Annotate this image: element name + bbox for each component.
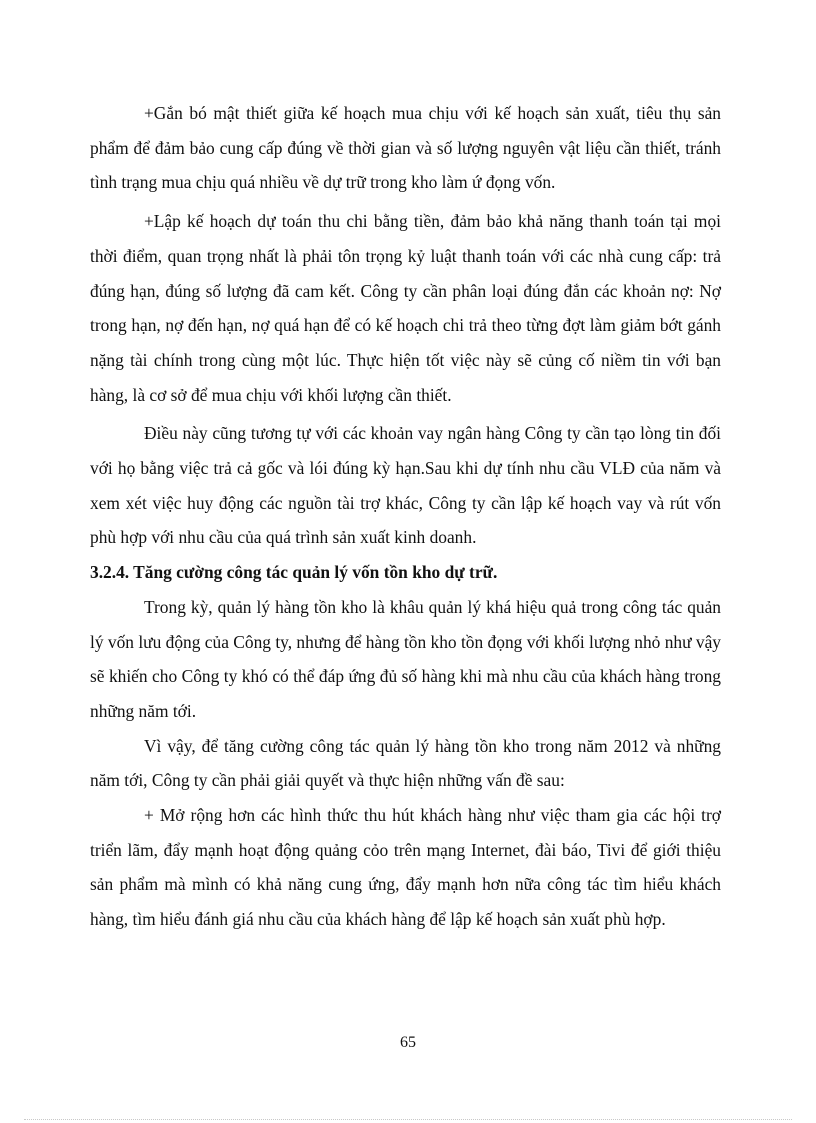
paragraph-purchase-plan: +Gắn bó mật thiết giữa kế hoạch mua chịu với kế hoạch sản xuất, tiêu thụ sản phẩm để đảm bảo cung cấp đúng về thời gian và số lượng nguyên vật liệu cần thiết, tránh tình trạng mua chịu quá nhiều về dự trữ trong kho làm ứ đọng vốn. [90, 103, 721, 193]
paragraph-expand-customers: + Mở rộng hơn các hình thức thu hút khách hàng như việc tham gia các hội trợ triển lãm, đẩy mạnh hoạt động quảng cỏo trên mạng Internet, đài báo, Tivi để giới thiệu sản phẩm mà mình có khả năng cung ứng, đẩy mạnh hơn nữa công tác tìm hiểu khách hàng, tìm hiểu đánh giá nhu cầu của khách hàng để lập kế hoạch sản xuất phù hợp. [90, 805, 721, 930]
paragraph-payment-plan: +Lập kế hoạch dự toán thu chi bằng tiền, đảm bảo khả năng thanh toán tại mọi thời điểm, quan trọng nhất là phải tôn trọng kỷ luật thanh toán với các nhà cung cấp: trả đúng hạn, đúng số lượng đã cam kết. Công ty cần phân loại đúng đắn các khoản nợ: Nợ trong hạn, nợ đến hạn, nợ quá hạn để có kế hoạch chi trả theo từng đợt làm giảm bớt gánh nặng tài chính trong cùng một lúc. Thực hiện tốt việc này sẽ củng cố niềm tin với bạn hàng, là cơ sở để mua chịu với khối lượng cần thiết. [90, 211, 721, 405]
paragraph-inventory-measures: Vì vậy, để tăng cường công tác quản lý hàng tồn kho trong năm 2012 và những năm tới, Công ty cần phải giải quyết và thực hiện những vấn đề sau: [90, 735, 721, 791]
page-number: 65 [400, 1034, 416, 1051]
paragraph-bank-loans: Điều này cũng tương tự với các khoản vay ngân hàng Công ty cần tạo lòng tin đối với họ bằng việc trả cả gốc và lói đúng kỳ hạn.Sau khi dự tính nhu cầu VLĐ của năm và xem xét việc huy động các nguồn tài trợ khác, Công ty cần lập kế hoạch vay và rút vốn phù hợp với nhu cầu của quá trình sản xuất kinh doanh. [90, 423, 721, 548]
paragraph-inventory-management: Trong kỳ, quản lý hàng tồn kho là khâu quản lý khá hiệu quả trong công tác quản lý vốn lưu động của Công ty, nhưng để hàng tồn kho tồn đọng với khối lượng nhỏ như vậy sẽ khiến cho Công ty khó có thể đáp ứng đủ số hàng khi mà nhu cầu của khách hàng trong những năm tới. [90, 596, 721, 721]
page-edge-divider [24, 1119, 792, 1120]
page-body [90, 96, 721, 937]
section-heading: 3.2.4. Tăng cường công tác quản lý vốn tồn kho dự trữ. [90, 562, 498, 583]
